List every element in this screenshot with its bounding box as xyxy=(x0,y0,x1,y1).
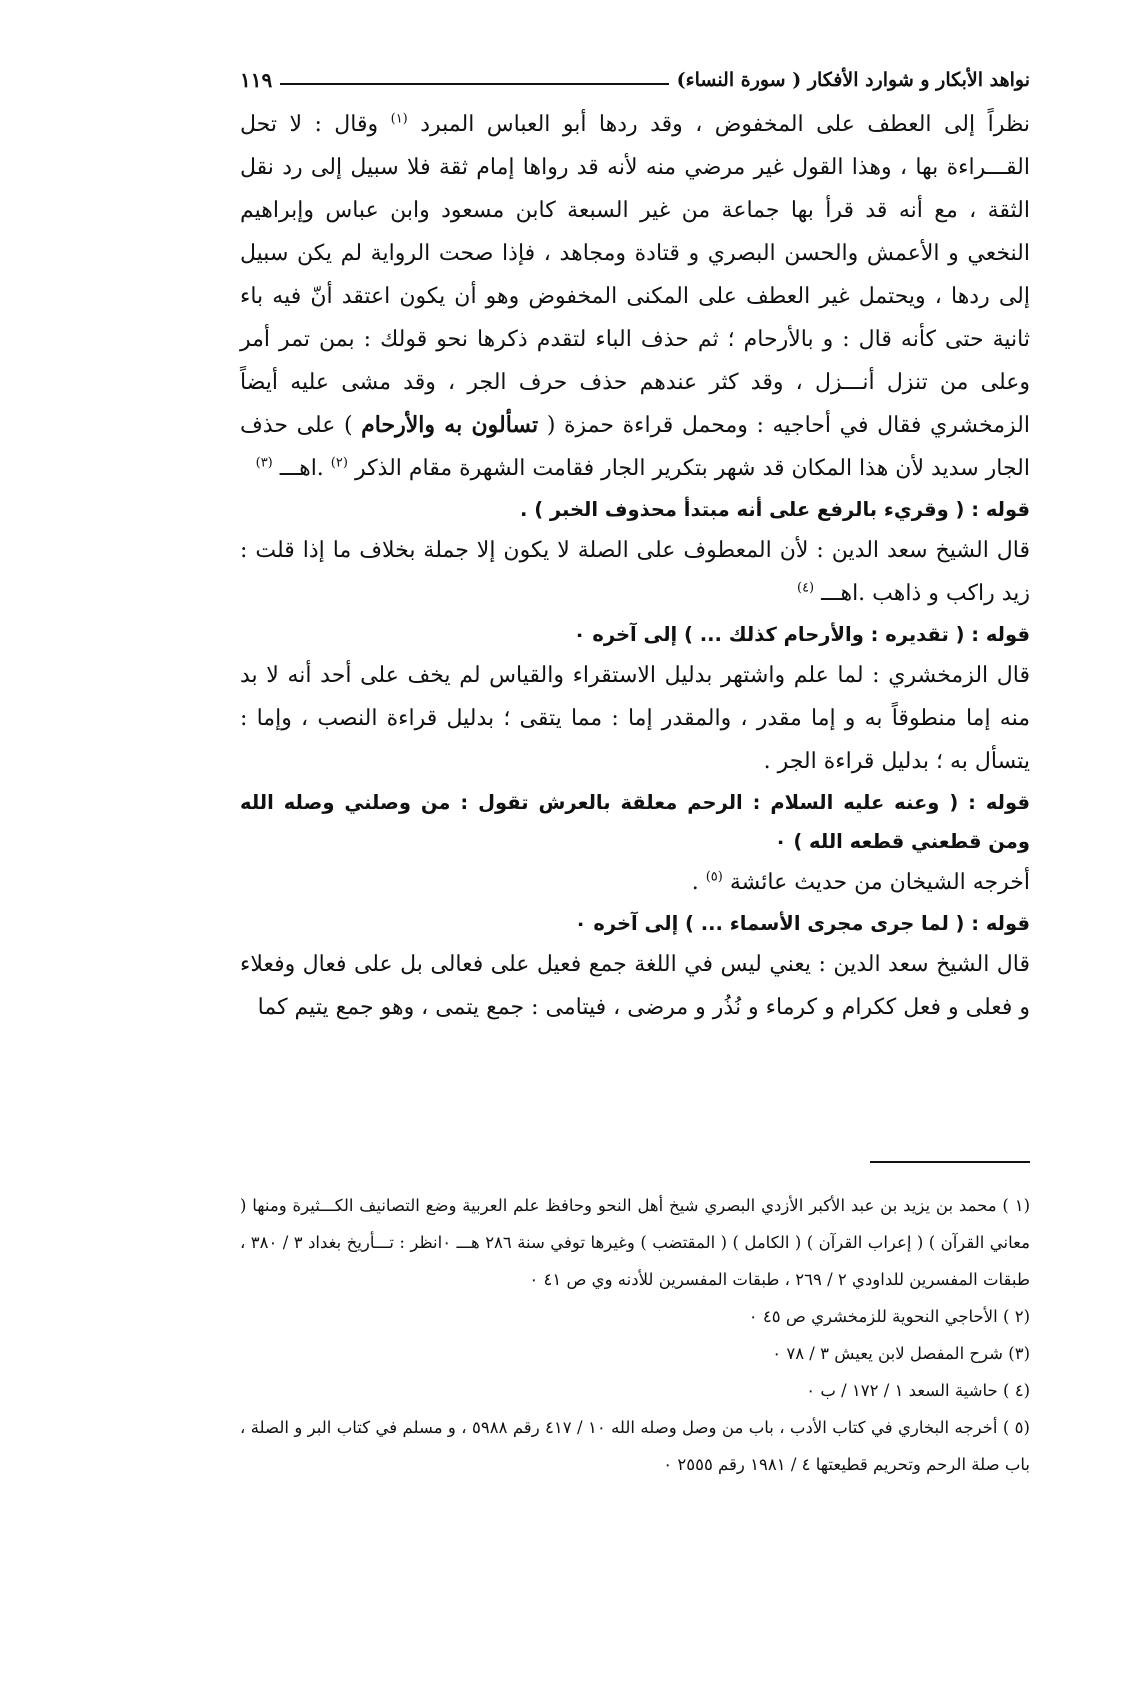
running-header xyxy=(240,62,1030,98)
footnotes xyxy=(240,1187,1030,1483)
paragraph-4-end: . xyxy=(691,870,699,895)
footnote-ref-1: (١) xyxy=(390,111,408,127)
paragraph-1-end: .اهـــ xyxy=(279,456,324,481)
paragraph-4-text: أخرجه الشيخان من حديث عائشة xyxy=(729,870,1030,895)
qawluhu-heading-2: قوله : ( تقديره : والأرحام كذلك ... ) إلى آخره ٠ xyxy=(573,623,1030,646)
footnote-4: (٤ ) حاشية السعد ١ / ١٧٢ / ب ٠ xyxy=(806,1381,1030,1400)
footnote-3: (٣) شرح المفصل لابن يعيش ٣ / ٧٨ ٠ xyxy=(772,1344,1030,1363)
header-rule xyxy=(280,83,668,85)
header-title: نواهد الأبكار و شوارد الأفكار ( سورة النساء) xyxy=(676,69,1030,91)
paragraph-3: قال الزمخشري : لما علم واشتهر بدليل الاستقراء والقياس لم يخف على أحد أنه لا بد منه إما منطوقاً به و إما مقدر ، والمقدر إما : مما يتقى ؛ بدليل قراءة النصب ، وإما : يتسأل به ؛ بدليل قراءة الجر . xyxy=(240,663,1030,774)
footnote-1: (١ ) محمد بن يزيد بن عبد الأكبر الأزدي البصري شيخ أهل النحو وحافظ علم العربية وضع التصانيف الكـــثيرة ومنها ( معاني القرآن ) ( إعراب القرآن ) ( الكامل ) ( المقتضب ) وغيرها توفي سنة ٢٨٦ هـــ ٠انظر : تـــأريخ بغداد ٣ / ٣٨٠ ، طبقات المفسرين للداودي ٢ / ٢٦٩ ، طبقات المفسرين للأدنه وي ص ٤١ ٠ xyxy=(240,1196,1030,1289)
page-number: ١١٩ xyxy=(240,68,273,92)
footnote-ref-4: (٤) xyxy=(796,580,815,596)
footnote-ref-3: (٣) xyxy=(255,455,273,471)
paragraph-1-text-c: ) على حذف الجار سديد لأن هذا المكان قد شهر بتكرير الجار فقامت الشهرة مقام الذكر xyxy=(240,413,1030,481)
qawluhu-heading-1: قوله : ( وقريء بالرفع على أنه مبتدأ محذوف الخبر ) . xyxy=(520,498,1030,521)
paragraph-1-text-a: نظراً إلى العطف على المخفوض ، وقد ردها أبو العباس المبرد xyxy=(420,112,1031,137)
paragraph-5: قال الشيخ سعد الدين : يعني ليس في اللغة جمع فعيل على فعالى بل على فعال وفعلاء و فعلى و فعل ككرام و كرماء و نُذُر و مرضى ، فيتامى : جمع يتمى ، وهو جمع يتيم كما xyxy=(240,952,1030,1020)
paragraph-1 xyxy=(240,103,1030,490)
qawluhu-heading-4: قوله : ( لما جرى مجرى الأسماء ... ) إلى آخره ٠ xyxy=(574,912,1030,935)
footnote-5: (٥ ) أخرجه البخاري في كتاب الأدب ، باب من وصل وصله الله ١٠ / ٤١٧ رقم ٥٩٨٨ ، و مسلم في كتاب البر و الصلة ، باب صلة الرحم وتحريم قطيعتها ٤ / ١٩٨١ رقم ٢٥٥٥ ٠ xyxy=(240,1418,1030,1474)
footnote-ref-5: (٥) xyxy=(705,869,723,885)
main-text xyxy=(240,103,1030,1029)
quran-quote: تسألون به والأرحام xyxy=(361,412,539,438)
footnote-ref-2: (٢) xyxy=(330,455,348,471)
paragraph-2-text: قال الشيخ سعد الدين : لأن المعطوف على الصلة لا يكون إلا جملة بخلاف ما إذا قلت : زيد راكب و ذاهب .اهـــ xyxy=(240,538,1030,606)
footnote-separator xyxy=(870,1161,1030,1163)
paragraph-4 xyxy=(240,861,1030,904)
paragraph-2 xyxy=(240,529,1030,615)
qawluhu-heading-3: قوله : ( وعنه عليه السلام : الرحم معلقة بالعرش تقول : من وصلني وصله الله ومن قطعني قطعه الله ) ٠ xyxy=(240,791,1030,853)
paragraph-1-text-b: وقال : لا تحل القـــراءة بها ، وهذا القول غير مرضي منه لأنه قد رواها إمام ثقة فلا سبيل إلى رد نقل الثقة ، مع أنه قد قرأ بها جماعة من غير السبعة كابن مسعود وابن عباس وإبراهيم النخعي و الأعمش والحسن البصري و قتادة ومجاهد ، فإذا صحت الرواية لم يكن سبيل إلى ردها ، ويحتمل غير العطف على المكنى المخفوض وهو أن يكون اعتقد أنّ فيه باء ثانية حتى كأنه قال : و بالأرحام ؛ ثم حذف الباء لتقدم ذكرها نحو قولك : بمن تمر أمر وعلى من تنزل أنـــزل ، وقد كثر عندهم حذف حرف الجر ، وقد مشى عليه أيضاً الزمخشري فقال في أحاجيه : ومحمل قراءة حمزة ( xyxy=(240,112,1030,438)
footnote-2: (٢ ) الأحاجي النحوية للزمخشري ص ٤٥ ٠ xyxy=(748,1307,1030,1326)
